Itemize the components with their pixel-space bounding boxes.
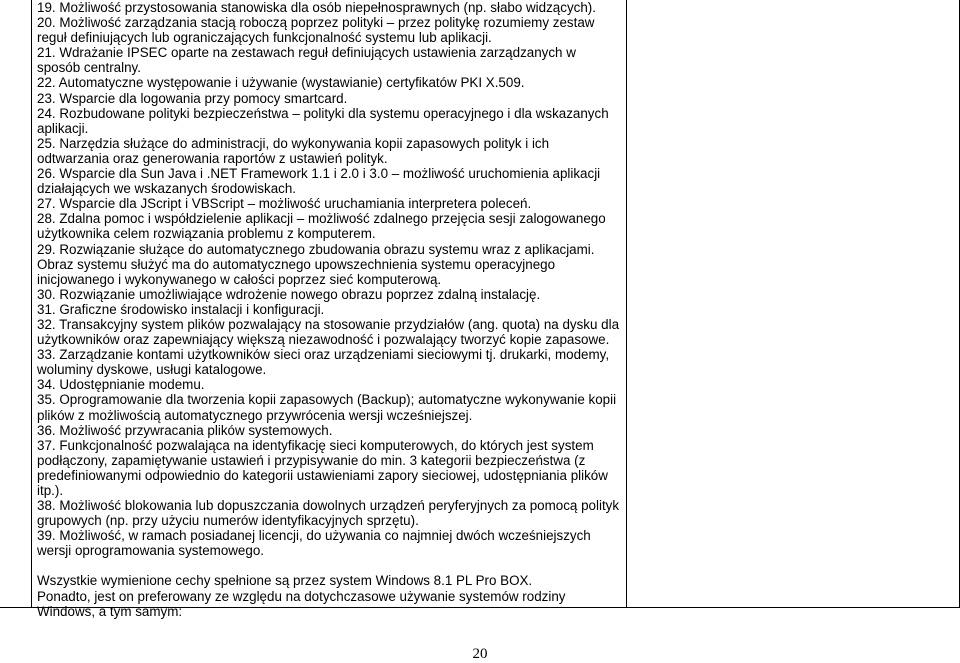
list-item: 28. Zdalna pomoc i współdzielenie aplikacji – możliwość zdalnego przejęcia sesji zalogowanego użytkownika celem rozwiązania problemu z komputerem. [37,211,606,242]
list-item: 23. Wsparcie dla logowania przy pomocy smartcard. [37,90,348,106]
fulfillment-cell[interactable] [627,0,959,607]
list-item: 20. Możliwość zarządzania stacją roboczą poprzez polityki – przez politykę rozumiemy zestaw reguł definiujących lub ograniczających funkcjonalność systemu lub aplikacji. [37,15,595,46]
list-item: 27. Wsparcie dla JScript i VBScript – możliwość uruchamiania interpretera poleceń. [37,196,532,212]
list-item: 29. Rozwiązanie służące do automatycznego zbudowania obrazu systemu wraz z aplikacjami. Obraz systemu służyć ma do automatycznego upowszechnienia systemu operacyjnego inicjowanego i wykonywanego w całości poprzez sieć komputerową. [37,241,595,287]
list-item: 37. Funkcjonalność pozwalająca na identyfikację sieci komputerowych, do których jest system podłączony, zapamiętywanie ustawień i przypisywanie do min. 3 kategorii bezpieczeństwa (z predefiniowanymi odpowiednio do kategorii ustawieniami zapory sieciowej, udostępniania plików itp.). [37,437,608,498]
list-item: 39. Możliwość, w ramach posiadanej licencji, do używania co najmniej dwóch wcześniejszych wersji oprogramowania systemowego. [37,528,591,559]
list-item: 32. Transakcyjny system plików pozwalający na stosowanie przydziałów (ang. quota) na dysku dla użytkowników oraz zapewniający większą niezawodność i pozwalający tworzyć kopie zapasowe. [37,316,620,348]
summary-line: Wszystkie wymienione cechy spełnione są przez system Windows 8.1 PL Pro BOX. [37,573,533,589]
list-item: 34. Udostępnianie modemu. [37,377,205,393]
column-divider [31,0,32,608]
list-item: 25. Narzędzia służące do administracji, do wykonywania kopii zapasowych polityk i ich odtwarzania oraz generowania raportów z ustawień polityk. [37,135,550,166]
requirements-cell [37,0,622,619]
list-item: 21. Wdrażanie IPSEC oparte na zestawach reguł definiujących ustawienia zarządzanych w sposób centralny. [37,45,576,76]
list-item: 26. Wsparcie dla Sun Java i .NET Framework 1.1 i 2.0 i 3.0 – możliwość uruchomienia aplikacji działających we wskazanych środowiskach. [37,166,601,197]
list-item: 38. Możliwość blokowania lub dopuszczania dowolnych urządzeń peryferyjnych za pomocą polityk grupowych (np. przy użyciu numerów identyfikacyjnych sprzętu). [37,498,620,529]
list-item: 33. Zarządzanie kontami użytkowników sieci oraz urządzeniami sieciowymi tj. drukarki, modemy, woluminy dyskowe, usługi katalogowe. [37,347,610,378]
list-item: 22. Automatyczne występowanie i używanie (wystawianie) certyfikatów PKI X.509. [37,75,525,91]
requirements-list [37,0,622,558]
summary-line: Ponadto, jest on preferowany ze względu na dotychczasowe używanie systemów rodziny Windows, a tym samym: [37,588,566,619]
list-item: 35. Oprogramowanie dla tworzenia kopii zapasowych (Backup); automatyczne wykonywanie kopii plików z możliwością automatycznego przywrócenia wersji wcześniejszej. [37,392,617,423]
list-item: 30. Rozwiązanie umożliwiające wdrożenie nowego obrazu poprzez zdalną instalację. [37,286,541,302]
list-item: 36. Możliwość przywracania plików systemowych. [37,422,333,438]
list-item: 24. Rozbudowane polityki bezpieczeństwa – polityki dla systemu operacyjnego i dla wskazanych aplikacji. [37,105,609,136]
page-number: 20 [472,646,488,662]
list-item: 31. Graficzne środowisko instalacji i konfiguracji. [37,301,325,317]
list-item: 19. Możliwość przystosowania stanowiska dla osób niepełnosprawnych (np. słabo widzących). [37,0,596,15]
